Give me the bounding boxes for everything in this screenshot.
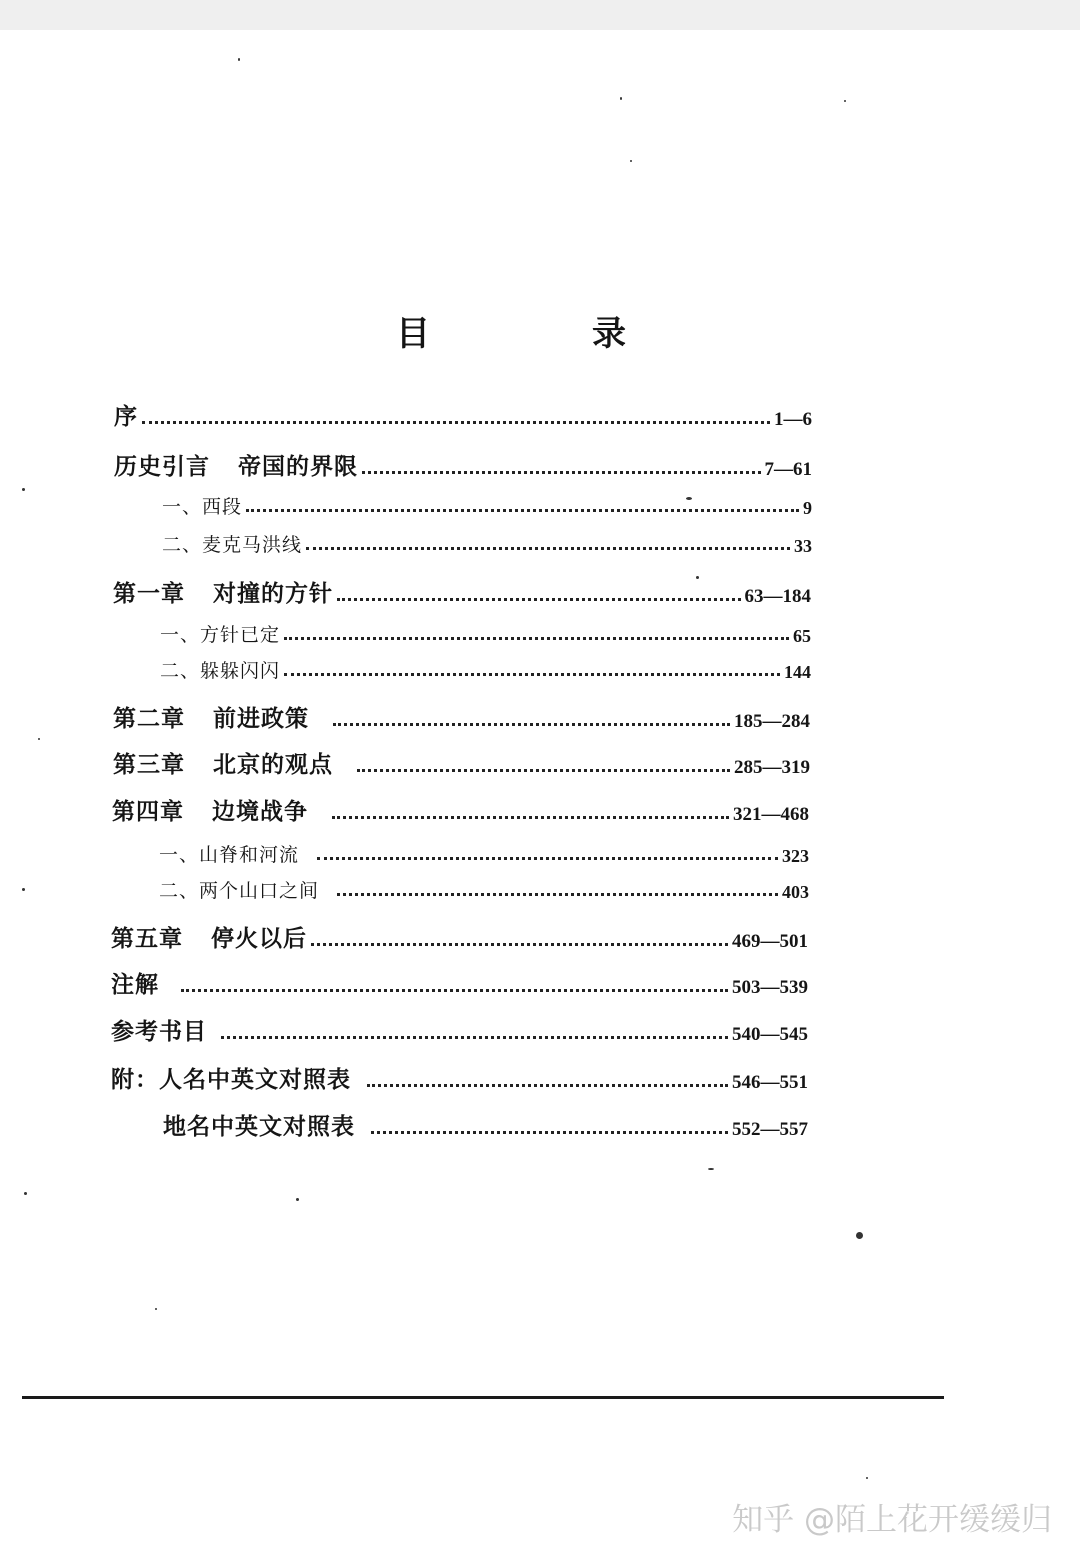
toc-leader-dots [337, 598, 741, 601]
toc-leader-dots [332, 816, 729, 819]
toc-label: 二、麦克马洪线 [162, 534, 303, 556]
toc-entry-preface [114, 398, 812, 431]
scan-speck [708, 1168, 714, 1170]
scan-speck [155, 1308, 157, 1310]
toc-page-range: 144 [784, 662, 811, 682]
toc-label: 二、躲躲闪闪 [160, 660, 281, 682]
toc-page-range: 469—501 [732, 931, 808, 952]
toc-entry-evasive [160, 656, 811, 683]
toc-entry-appendix-places [163, 1108, 808, 1141]
toc-page-range: 9 [803, 498, 812, 518]
toc-entry-mcmahon-line [162, 530, 812, 557]
toc-label: 第四章 边境战争 [112, 798, 308, 825]
toc-entry-chapter-3 [113, 746, 810, 779]
toc-leader-dots [142, 421, 770, 424]
toc-entry-bibliography [111, 1013, 808, 1046]
toc-page-range: 7—61 [764, 459, 812, 480]
toc-label: 一、西段 [162, 496, 243, 518]
toc-leader-dots [367, 1084, 728, 1087]
toc-page-range: 321—468 [733, 804, 809, 825]
scan-speck [696, 576, 699, 579]
toc-leader-dots [181, 989, 728, 992]
toc-leader-dots [317, 857, 778, 860]
bottom-page-rule [22, 1396, 944, 1399]
toc-entry-chapter-1 [113, 575, 811, 608]
scan-speck [686, 497, 692, 500]
toc-page-range: 540—545 [732, 1024, 808, 1045]
watermark: 知乎 @陌上花开缓缓归 [732, 1502, 1052, 1538]
scan-speck [866, 1477, 868, 1479]
scan-speck [296, 1198, 299, 1201]
scan-speck [24, 1192, 27, 1195]
toc-entry-appendix-names [111, 1061, 808, 1094]
toc-leader-dots [311, 943, 728, 946]
toc-label: 第五章 停火以后 [111, 925, 307, 952]
scan-speck [22, 888, 25, 891]
toc-entry-notes [111, 966, 808, 999]
toc-entry-chapter-2 [113, 700, 810, 733]
toc-label: 附：人名中英文对照表 [111, 1066, 351, 1093]
toc-entry-western-sector [162, 492, 812, 519]
toc-leader-dots [371, 1131, 728, 1134]
toc-leader-dots [362, 471, 761, 474]
toc-label: 第二章 前进政策 [113, 705, 309, 732]
toc-leader-dots [337, 893, 778, 896]
scan-speck [844, 100, 846, 102]
scan-speck [856, 1232, 863, 1239]
toc-leader-dots [246, 509, 799, 512]
toc-leader-dots [284, 673, 780, 676]
toc-leader-dots [306, 547, 790, 550]
scan-speck [630, 160, 632, 162]
toc-page-range: 63—184 [744, 586, 811, 607]
toc-page-range: 285—319 [734, 757, 810, 778]
toc-leader-dots [221, 1036, 728, 1039]
toc-page-range: 1—6 [774, 409, 812, 430]
toc-entry-chapter-5 [111, 920, 808, 953]
page-title: 目 录 [396, 314, 690, 354]
toc-entry-policy-set [160, 620, 811, 647]
toc-page-range: 185—284 [734, 711, 810, 732]
toc-label: 二、两个山口之间 [159, 880, 320, 902]
scan-speck [238, 58, 240, 61]
toc-leader-dots [333, 723, 730, 726]
scan-speck [22, 488, 25, 491]
toc-page-range: 546—551 [732, 1072, 808, 1093]
toc-leader-dots [357, 769, 730, 772]
toc-label: 一、方针已定 [160, 624, 281, 646]
toc-label: 注解 [111, 971, 159, 998]
scan-speck [620, 97, 622, 100]
toc-label: 历史引言 帝国的界限 [114, 453, 358, 480]
toc-label: 第三章 北京的观点 [113, 751, 333, 778]
toc-entry-historical-intro [114, 448, 812, 481]
toc-label: 参考书目 [111, 1018, 207, 1045]
toc-page-range: 403 [782, 882, 809, 902]
scan-speck [38, 738, 40, 740]
toc-label: 地名中英文对照表 [163, 1113, 355, 1140]
toc-page-range: 33 [794, 536, 812, 556]
toc-page-range: 65 [793, 626, 811, 646]
toc-label: 一、山脊和河流 [159, 844, 300, 866]
toc-label: 序 [114, 403, 138, 430]
toc-label: 第一章 对撞的方针 [113, 580, 333, 607]
toc-entry-chapter-4 [112, 793, 809, 826]
toc-page-range: 503—539 [732, 977, 808, 998]
toc-page-range: 323 [782, 846, 809, 866]
viewer-top-strip [0, 0, 1080, 30]
toc-entry-between-passes [159, 876, 809, 903]
toc-page-range: 552—557 [732, 1119, 808, 1140]
toc-entry-ridges-rivers [159, 840, 809, 867]
toc-leader-dots [284, 637, 789, 640]
